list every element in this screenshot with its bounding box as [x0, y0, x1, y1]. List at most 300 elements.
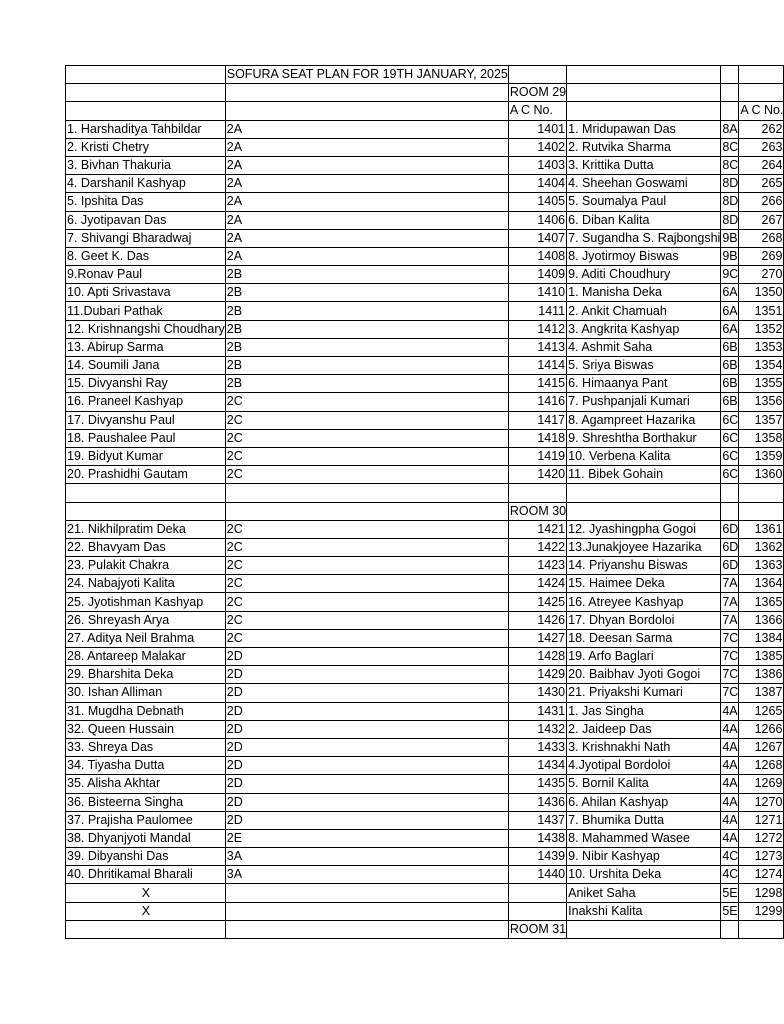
- ac-no-right: 1273: [739, 848, 784, 866]
- student-name-right: 1. Manisha Deka: [567, 284, 721, 302]
- class-left: 2D: [225, 648, 508, 666]
- ac-no-left: 1420: [508, 466, 566, 484]
- ac-no-left: 1438: [508, 829, 566, 847]
- table-row: [66, 775, 784, 793]
- ac-no-right: 268: [739, 229, 784, 247]
- ac-no-right: 1362: [739, 538, 784, 556]
- class-right: 8D: [721, 211, 739, 229]
- ac-no-left: 1430: [508, 684, 566, 702]
- student-name-right: 20. Baibhav Jyoti Gogoi: [567, 666, 721, 684]
- room-label: ROOM 29: [508, 84, 566, 102]
- student-name-right: 11. Bibek Gohain: [567, 466, 721, 484]
- ac-no-left: 1402: [508, 138, 566, 156]
- ac-no-right: 264: [739, 156, 784, 174]
- student-name-right: 1. Jas Singha: [567, 702, 721, 720]
- student-name-right: 8. Jyotirmoy Biswas: [567, 247, 721, 265]
- student-name-right: 9. Nibir Kashyap: [567, 848, 721, 866]
- class-right: 6C: [721, 447, 739, 465]
- ac-no-right: 1265: [739, 702, 784, 720]
- ac-no-left: 1411: [508, 302, 566, 320]
- student-name-left: 10. Apti Srivastava: [66, 284, 226, 302]
- table-row: [66, 520, 784, 538]
- table-row: [66, 393, 784, 411]
- table-row: [66, 757, 784, 775]
- ac-no-left: 1418: [508, 429, 566, 447]
- table-row: [66, 429, 784, 447]
- class-right: 6D: [721, 538, 739, 556]
- ac-no-right: 1361: [739, 520, 784, 538]
- table-row: [66, 538, 784, 556]
- ac-no-right: 1350: [739, 284, 784, 302]
- class-right: 7C: [721, 666, 739, 684]
- table-row: [66, 738, 784, 756]
- student-name-left: 15. Divyanshi Ray: [66, 375, 226, 393]
- table-row: [66, 793, 784, 811]
- student-name-left: 21. Nikhilpratim Deka: [66, 520, 226, 538]
- class-right: 6C: [721, 429, 739, 447]
- ac-no-left: 1410: [508, 284, 566, 302]
- student-name-right: 2. Rutvika Sharma: [567, 138, 721, 156]
- table-row: [66, 611, 784, 629]
- table-row: [66, 156, 784, 174]
- student-name-right: 8. Mahammed Wasee: [567, 829, 721, 847]
- ac-no-left: 1423: [508, 557, 566, 575]
- class-right: 4A: [721, 757, 739, 775]
- room-label: ROOM 30: [508, 502, 566, 520]
- class-right: 8D: [721, 175, 739, 193]
- class-right: 6C: [721, 411, 739, 429]
- student-name-right: 4. Ashmit Saha: [567, 338, 721, 356]
- student-name-left: 30. Ishan Alliman: [66, 684, 226, 702]
- ac-no-left: 1409: [508, 266, 566, 284]
- class-right: 7C: [721, 684, 739, 702]
- student-name-left: 22. Bhavyam Das: [66, 538, 226, 556]
- ac-no-left: 1417: [508, 411, 566, 429]
- ac-no-left: 1433: [508, 738, 566, 756]
- student-name-left: 6. Jyotipavan Das: [66, 211, 226, 229]
- table-row: [66, 593, 784, 611]
- table-row: [66, 138, 784, 156]
- ac-no-left: 1416: [508, 393, 566, 411]
- seat-plan-table: [65, 65, 784, 939]
- title-row: [66, 66, 784, 84]
- student-name-left: 4. Darshanil Kashyap: [66, 175, 226, 193]
- table-row: [66, 666, 784, 684]
- ac-no-right: 266: [739, 193, 784, 211]
- student-name-left: 7. Shivangi Bharadwaj: [66, 229, 226, 247]
- ac-no-left: 1404: [508, 175, 566, 193]
- table-row: [66, 229, 784, 247]
- class-right: 6B: [721, 357, 739, 375]
- student-name-left: 3. Bivhan Thakuria: [66, 156, 226, 174]
- class-right: 9B: [721, 247, 739, 265]
- class-left: 2C: [225, 611, 508, 629]
- student-name-right: Aniket Saha: [567, 884, 721, 902]
- ac-no-right: 1363: [739, 557, 784, 575]
- student-name-right: 14. Priyanshu Biswas: [567, 557, 721, 575]
- class-right: 4A: [721, 793, 739, 811]
- student-name-right: 16. Atreyee Kashyap: [567, 593, 721, 611]
- room-header-row: [66, 920, 784, 938]
- ac-no-right: 262: [739, 120, 784, 138]
- table-row: [66, 338, 784, 356]
- ac-no-right: 269: [739, 247, 784, 265]
- class-left: 2A: [225, 229, 508, 247]
- ac-no-left: 1427: [508, 629, 566, 647]
- ac-no-left: 1415: [508, 375, 566, 393]
- class-left: 2C: [225, 411, 508, 429]
- table-row: [66, 684, 784, 702]
- class-right: 6D: [721, 520, 739, 538]
- student-name-right: Inakshi Kalita: [567, 902, 721, 920]
- ac-no-header-right: A C No.: [739, 102, 784, 120]
- class-right: 7A: [721, 611, 739, 629]
- class-right: 6A: [721, 320, 739, 338]
- class-left: 2B: [225, 357, 508, 375]
- class-right: 9B: [721, 229, 739, 247]
- student-name-left: 17. Divyanshu Paul: [66, 411, 226, 429]
- class-right: 6D: [721, 557, 739, 575]
- ac-no-left: 1406: [508, 211, 566, 229]
- ac-no-right: 1272: [739, 829, 784, 847]
- ac-no-left: 1405: [508, 193, 566, 211]
- class-left: 2C: [225, 593, 508, 611]
- student-name-right: 7. Sugandha S. Rajbongshi: [567, 229, 721, 247]
- class-right: 7A: [721, 575, 739, 593]
- student-name-left: 16. Praneel Kashyap: [66, 393, 226, 411]
- table-row: [66, 884, 784, 902]
- ac-no-right: 1299: [739, 902, 784, 920]
- ac-no-right: 1351: [739, 302, 784, 320]
- ac-no-right: 270: [739, 266, 784, 284]
- student-name-left: 5. Ipshita Das: [66, 193, 226, 211]
- class-right: 4C: [721, 866, 739, 884]
- student-name-right: 6. Himaanya Pant: [567, 375, 721, 393]
- class-left: 2C: [225, 447, 508, 465]
- ac-no-left: 1440: [508, 866, 566, 884]
- class-right: 9C: [721, 266, 739, 284]
- class-left: 2B: [225, 284, 508, 302]
- class-left: 2D: [225, 793, 508, 811]
- class-right: 4A: [721, 702, 739, 720]
- class-right: 7C: [721, 648, 739, 666]
- class-left: 2B: [225, 338, 508, 356]
- class-left: 2D: [225, 811, 508, 829]
- class-left: 2A: [225, 138, 508, 156]
- table-row: [66, 247, 784, 265]
- class-right: 4A: [721, 829, 739, 847]
- table-row: [66, 175, 784, 193]
- class-right: 5E: [721, 884, 739, 902]
- ac-no-right: 1298: [739, 884, 784, 902]
- student-name-left: 31. Mugdha Debnath: [66, 702, 226, 720]
- student-name-right: 3. Angkrita Kashyap: [567, 320, 721, 338]
- class-left: 2C: [225, 538, 508, 556]
- class-left: 2A: [225, 211, 508, 229]
- class-left: 2D: [225, 702, 508, 720]
- class-right: 6A: [721, 302, 739, 320]
- ac-no-left: 1403: [508, 156, 566, 174]
- ac-no-right: 1268: [739, 757, 784, 775]
- ac-no-left: 1429: [508, 666, 566, 684]
- table-row: [66, 411, 784, 429]
- table-row: [66, 447, 784, 465]
- table-row: [66, 848, 784, 866]
- ac-no-left: 1401: [508, 120, 566, 138]
- ac-no-right: 1384: [739, 629, 784, 647]
- ac-no-header-left: A C No.: [508, 102, 566, 120]
- student-name-left: 33. Shreya Das: [66, 738, 226, 756]
- student-name-left: 8. Geet K. Das: [66, 247, 226, 265]
- class-right: 4A: [721, 720, 739, 738]
- ac-no-right: 1352: [739, 320, 784, 338]
- ac-no-right: 1266: [739, 720, 784, 738]
- student-name-left: 35. Alisha Akhtar: [66, 775, 226, 793]
- student-name-right: 3. Krittika Dutta: [567, 156, 721, 174]
- table-row: [66, 866, 784, 884]
- class-right: 6C: [721, 466, 739, 484]
- ac-no-right: 1270: [739, 793, 784, 811]
- ac-no-left: 1432: [508, 720, 566, 738]
- table-row: [66, 302, 784, 320]
- ac-no-right: 1365: [739, 593, 784, 611]
- student-name-left: 1. Harshaditya Tahbildar: [66, 120, 226, 138]
- ac-no-right: 1355: [739, 375, 784, 393]
- class-left: 2D: [225, 775, 508, 793]
- class-left: 2C: [225, 393, 508, 411]
- student-name-right: 7. Pushpanjali Kumari: [567, 393, 721, 411]
- class-right: 8A: [721, 120, 739, 138]
- table-row: [66, 702, 784, 720]
- ac-no-right: 1359: [739, 447, 784, 465]
- student-name-left: 37. Prajisha Paulomee: [66, 811, 226, 829]
- ac-no-right: 1354: [739, 357, 784, 375]
- table-row: [66, 629, 784, 647]
- ac-no-left: 1408: [508, 247, 566, 265]
- class-right: 6B: [721, 338, 739, 356]
- student-name-left: 28. Antareep Malakar: [66, 648, 226, 666]
- ac-no-left: 1435: [508, 775, 566, 793]
- table-row: [66, 375, 784, 393]
- ac-no-right: 267: [739, 211, 784, 229]
- class-right: 6B: [721, 375, 739, 393]
- class-left: 2A: [225, 175, 508, 193]
- ac-no-right: 1364: [739, 575, 784, 593]
- class-left: 2C: [225, 557, 508, 575]
- ac-no-left: [508, 884, 566, 902]
- table-row: [66, 466, 784, 484]
- class-left: 2C: [225, 575, 508, 593]
- ac-no-right: 1386: [739, 666, 784, 684]
- table-row: [66, 575, 784, 593]
- ac-no-right: 1385: [739, 648, 784, 666]
- class-right: 8C: [721, 156, 739, 174]
- class-right: 4A: [721, 738, 739, 756]
- ac-no-left: 1439: [508, 848, 566, 866]
- ac-no-left: 1419: [508, 447, 566, 465]
- student-name-right: 17. Dhyan Bordoloi: [567, 611, 721, 629]
- student-name-right: 19. Arfo Baglari: [567, 648, 721, 666]
- ac-no-right: 1357: [739, 411, 784, 429]
- student-name-left: X: [66, 884, 226, 902]
- student-name-left: 32. Queen Hussain: [66, 720, 226, 738]
- class-left: 2B: [225, 266, 508, 284]
- student-name-right: 1. Mridupawan Das: [567, 120, 721, 138]
- table-row: [66, 357, 784, 375]
- student-name-left: 29. Bharshita Deka: [66, 666, 226, 684]
- class-left: 2B: [225, 375, 508, 393]
- class-right: 7A: [721, 593, 739, 611]
- ac-no-left: 1426: [508, 611, 566, 629]
- student-name-left: 24. Nabajyoti Kalita: [66, 575, 226, 593]
- table-row: [66, 266, 784, 284]
- room-header-row: [66, 502, 784, 520]
- ac-no-right: 1274: [739, 866, 784, 884]
- ac-no-left: 1413: [508, 338, 566, 356]
- ac-no-right: 265: [739, 175, 784, 193]
- class-right: 8C: [721, 138, 739, 156]
- ac-no-left: 1428: [508, 648, 566, 666]
- class-right: 5E: [721, 902, 739, 920]
- student-name-right: 12. Jyashingpha Gogoi: [567, 520, 721, 538]
- ac-no-right: 1358: [739, 429, 784, 447]
- class-left: 2C: [225, 429, 508, 447]
- table-row: [66, 811, 784, 829]
- ac-no-right: 1360: [739, 466, 784, 484]
- student-name-right: 18. Deesan Sarma: [567, 629, 721, 647]
- ac-no-left: 1437: [508, 811, 566, 829]
- student-name-right: 2. Jaideep Das: [567, 720, 721, 738]
- student-name-right: 6. Diban Kalita: [567, 211, 721, 229]
- student-name-left: 19. Bidyut Kumar: [66, 447, 226, 465]
- student-name-right: 5. Soumalya Paul: [567, 193, 721, 211]
- ac-no-left: 1407: [508, 229, 566, 247]
- student-name-left: 40. Dhritikamal Bharali: [66, 866, 226, 884]
- student-name-right: 4.Jyotipal Bordoloi: [567, 757, 721, 775]
- table-row: [66, 211, 784, 229]
- table-row: [66, 720, 784, 738]
- student-name-left: 27. Aditya Neil Brahma: [66, 629, 226, 647]
- table-row: [66, 829, 784, 847]
- student-name-left: 12. Krishnangshi Choudhary: [66, 320, 226, 338]
- ac-no-right: 1366: [739, 611, 784, 629]
- ac-no-right: 1353: [739, 338, 784, 356]
- student-name-right: 7. Bhumika Dutta: [567, 811, 721, 829]
- student-name-right: 5. Sriya Biswas: [567, 357, 721, 375]
- student-name-left: 36. Bisteerna Singha: [66, 793, 226, 811]
- table-row: [66, 557, 784, 575]
- student-name-right: 9. Shreshtha Borthakur: [567, 429, 721, 447]
- blank-row: [66, 484, 784, 502]
- student-name-right: 13.Junakjoyee Hazarika: [567, 538, 721, 556]
- class-left: 2D: [225, 684, 508, 702]
- student-name-left: 26. Shreyash Arya: [66, 611, 226, 629]
- student-name-right: 5. Bornil Kalita: [567, 775, 721, 793]
- student-name-right: 4. Sheehan Goswami: [567, 175, 721, 193]
- class-right: 4A: [721, 775, 739, 793]
- ac-no-left: 1425: [508, 593, 566, 611]
- class-right: 4C: [721, 848, 739, 866]
- student-name-right: 3. Krishnakhi Nath: [567, 738, 721, 756]
- student-name-left: 34. Tiyasha Dutta: [66, 757, 226, 775]
- ac-no-left: 1436: [508, 793, 566, 811]
- student-name-left: 11.Dubari Pathak: [66, 302, 226, 320]
- ac-no-left: 1434: [508, 757, 566, 775]
- ac-no-left: 1431: [508, 702, 566, 720]
- class-right: 6A: [721, 284, 739, 302]
- table-row: [66, 284, 784, 302]
- ac-no-right: 1269: [739, 775, 784, 793]
- student-name-right: 10. Verbena Kalita: [567, 447, 721, 465]
- ac-no-right: 263: [739, 138, 784, 156]
- class-right: 8D: [721, 193, 739, 211]
- class-left: 2E: [225, 829, 508, 847]
- class-right: 4A: [721, 811, 739, 829]
- ac-no-right: 1387: [739, 684, 784, 702]
- student-name-left: 23. Pulakit Chakra: [66, 557, 226, 575]
- class-left: 2B: [225, 320, 508, 338]
- room-label: ROOM 31: [508, 920, 566, 938]
- ac-no-left: [508, 902, 566, 920]
- student-name-left: 18. Paushalee Paul: [66, 429, 226, 447]
- class-left: 2A: [225, 120, 508, 138]
- student-name-right: 15. Haimee Deka: [567, 575, 721, 593]
- table-row: [66, 320, 784, 338]
- student-name-right: 9. Aditi Choudhury: [567, 266, 721, 284]
- student-name-left: 9.Ronav Paul: [66, 266, 226, 284]
- student-name-right: 2. Ankit Chamuah: [567, 302, 721, 320]
- ac-no-right: 1271: [739, 811, 784, 829]
- student-name-right: 6. Ahilan Kashyap: [567, 793, 721, 811]
- class-right: 7C: [721, 629, 739, 647]
- student-name-left: 39. Dibyanshi Das: [66, 848, 226, 866]
- table-row: [66, 120, 784, 138]
- class-left: 3A: [225, 848, 508, 866]
- class-left: 2C: [225, 520, 508, 538]
- class-left: 2A: [225, 156, 508, 174]
- ac-no-left: 1424: [508, 575, 566, 593]
- class-right: 6B: [721, 393, 739, 411]
- student-name-right: 8. Agampreet Hazarika: [567, 411, 721, 429]
- student-name-left: 2. Kristi Chetry: [66, 138, 226, 156]
- student-name-left: 14. Soumili Jana: [66, 357, 226, 375]
- class-left: [225, 902, 508, 920]
- class-left: 2C: [225, 629, 508, 647]
- student-name-right: 21. Priyakshi Kumari: [567, 684, 721, 702]
- ac-no-left: 1414: [508, 357, 566, 375]
- column-header-row: [66, 102, 784, 120]
- ac-no-left: 1412: [508, 320, 566, 338]
- class-left: 2A: [225, 193, 508, 211]
- room-header-row: [66, 84, 784, 102]
- class-left: 2D: [225, 666, 508, 684]
- student-name-left: X: [66, 902, 226, 920]
- ac-no-right: 1267: [739, 738, 784, 756]
- class-left: [225, 884, 508, 902]
- ac-no-left: 1421: [508, 520, 566, 538]
- student-name-left: 38. Dhyanjyoti Mandal: [66, 829, 226, 847]
- class-left: 2D: [225, 720, 508, 738]
- table-row: [66, 902, 784, 920]
- class-left: 2D: [225, 738, 508, 756]
- class-left: 2A: [225, 247, 508, 265]
- class-left: 3A: [225, 866, 508, 884]
- student-name-left: 13. Abirup Sarma: [66, 338, 226, 356]
- student-name-left: 25. Jyotishman Kashyap: [66, 593, 226, 611]
- ac-no-left: 1422: [508, 538, 566, 556]
- table-row: [66, 648, 784, 666]
- sheet-title: SOFURA SEAT PLAN FOR 19TH JANUARY, 2025: [225, 66, 508, 84]
